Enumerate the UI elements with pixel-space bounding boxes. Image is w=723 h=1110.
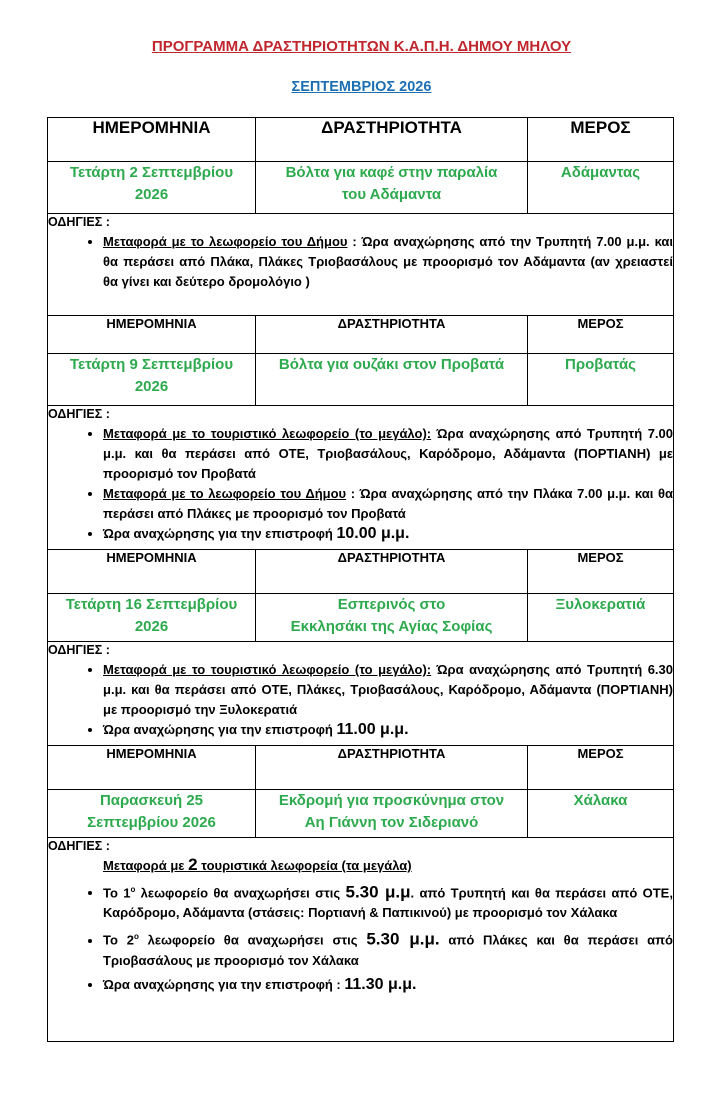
header-date: ΗΜΕΡΟΜΗΝΙΑ [48, 550, 256, 594]
instructions-row [48, 642, 674, 746]
header-date: ΗΜΕΡΟΜΗΝΙΑ [48, 746, 256, 790]
instructions-list [48, 880, 673, 995]
event-row [48, 594, 674, 642]
instructions-cell [48, 214, 674, 316]
instructions-list [48, 660, 673, 740]
instructions-label: ΟΔΗΓΙΕΣ : [48, 215, 110, 229]
instructions-list [48, 424, 673, 544]
instructions-cell [48, 406, 674, 550]
header-activity: ΔΡΑΣΤΗΡΙΟΤΗΤΑ [256, 746, 528, 790]
event-row [48, 354, 674, 406]
header-place: ΜΕΡΟΣ [528, 746, 674, 790]
event-place: Ξυλοκερατιά [528, 594, 674, 642]
schedule-table [47, 117, 674, 1042]
event-place: Προβατάς [528, 354, 674, 406]
event-place: Αδάμαντας [528, 162, 674, 214]
header-place: ΜΕΡΟΣ [528, 550, 674, 594]
event-date: Παρασκευή 25 Σεπτεμβρίου 2026 [48, 790, 256, 838]
event-row [48, 162, 674, 214]
event-row [48, 790, 674, 838]
return-item: • Ώρα αναχώρησης για την επιστροφή 10.00 μ.μ. [103, 524, 673, 544]
instructions-row [48, 214, 674, 316]
header-activity: ΔΡΑΣΤΗΡΙΟΤΗΤΑ [256, 118, 528, 162]
list-item: • Μεταφορά με το τουριστικό λεωφορείο (το μεγάλο): Ώρα αναχώρησης από Τρυπητή 6.30 μ.μ. και θα περάσει από ΟΤΕ, Πλάκες, Τριοβασάλους, Καρόδρομο, Αδάμαντα (ΠΟΡΤΙΑΝΗ) με προορισμό την Ξυλοκερατιά [103, 660, 673, 720]
instructions-label: ΟΔΗΓΙΕΣ : [48, 407, 110, 421]
instructions-label: ΟΔΗΓΙΕΣ : [48, 643, 110, 657]
event-date: Τετάρτη 9 Σεπτεμβρίου 2026 [48, 354, 256, 406]
header-date: ΗΜΕΡΟΜΗΝΙΑ [48, 118, 256, 162]
list-item: • Μεταφορά με το λεωφορείο του Δήμου : Ώρα αναχώρησης από την Τρυπητή 7.00 μ.μ. και θα περάσει από Πλάκα, Πλάκες Τριοβασάλους με προορισμό τον Αδάμαντα (αν χρειαστεί θα γίνει και δεύτερο δρομολόγιο ) [103, 232, 673, 292]
event-place: Χάλακα [528, 790, 674, 838]
header-row [48, 316, 674, 354]
list-item: • Το $2^o$ λεωφορείο θα αναχωρήσει στις 5.30 μ.μ. από Πλάκες και θα περάσει από Τριοβασάλους με προορισμό τον Χάλακα [103, 927, 673, 970]
return-item: • Ώρα αναχώρησης για την επιστροφή : 11.30 μ.μ. [103, 975, 673, 995]
header-place: ΜΕΡΟΣ [528, 316, 674, 354]
event-activity: Εσπερινός στο Εκκλησάκι της Αγίας Σοφίας [256, 594, 528, 642]
list-item: • Το $1^o$ λεωφορείο θα αναχωρήσει στις 5.30 μ.μ. από Τρυπητή και θα περάσει από ΟΤΕ, Καρόδρομο, Αδάμαντα (στάσεις: Πορτιανή & Παπικινού) με προορισμό τον Χάλακα [103, 880, 673, 923]
instructions-row [48, 406, 674, 550]
event-activity: Εκδρομή για προσκύνημα στον Αη Γιάννη τον Σιδεριανό [256, 790, 528, 838]
return-item: • Ώρα αναχώρησης για την επιστροφή 11.00 μ.μ. [103, 720, 673, 740]
event-date: Τετάρτη 2 Σεπτεμβρίου 2026 [48, 162, 256, 214]
header-place: ΜΕΡΟΣ [528, 118, 674, 162]
instructions-list [48, 232, 673, 292]
header-row [48, 550, 674, 594]
instructions-cell [48, 838, 674, 1042]
header-activity: ΔΡΑΣΤΗΡΙΟΤΗΤΑ [256, 316, 528, 354]
instructions-row [48, 838, 674, 1042]
event-activity: Βόλτα για ουζάκι στον Προβατά [256, 354, 528, 406]
instructions-label: ΟΔΗΓΙΕΣ : [48, 839, 110, 853]
header-activity: ΔΡΑΣΤΗΡΙΟΤΗΤΑ [256, 550, 528, 594]
header-row [48, 746, 674, 790]
transport-line: Μεταφορά με 2 τουριστικά λεωφορεία (τα μεγάλα) [103, 855, 412, 874]
list-item: • Μεταφορά με το λεωφορείο του Δήμου : Ώρα αναχώρησης από την Πλάκα 7.00 μ.μ. και θα περάσει από Πλάκες με προορισμό τον Προβατά [103, 484, 673, 524]
event-activity: Βόλτα για καφέ στην παραλία του Αδάμαντα [256, 162, 528, 214]
header-row [48, 118, 674, 162]
list-item: • Μεταφορά με το τουριστικό λεωφορείο (το μεγάλο): Ώρα αναχώρησης από Τρυπητή 7.00 μ.μ. και θα περάσει από ΟΤΕ, Τριοβασάλους, Καρόδρομο, Αδάμαντα (ΠΟΡΤΙΑΝΗ) με προορισμό τον Προβατά [103, 424, 673, 484]
header-date: ΗΜΕΡΟΜΗΝΙΑ [48, 316, 256, 354]
page-title: ΠΡΟΓΡΑΜΜΑ ΔΡΑΣΤΗΡΙΟΤΗΤΩΝ Κ.Α.Π.Η. ΔΗΜΟΥ ΜΗΛΟΥ [151, 38, 572, 55]
month-heading: ΣΕΠΤΕΜΒΡΙΟΣ 2026 [291, 79, 432, 95]
instructions-cell [48, 642, 674, 746]
event-date: Τετάρτη 16 Σεπτεμβρίου 2026 [48, 594, 256, 642]
